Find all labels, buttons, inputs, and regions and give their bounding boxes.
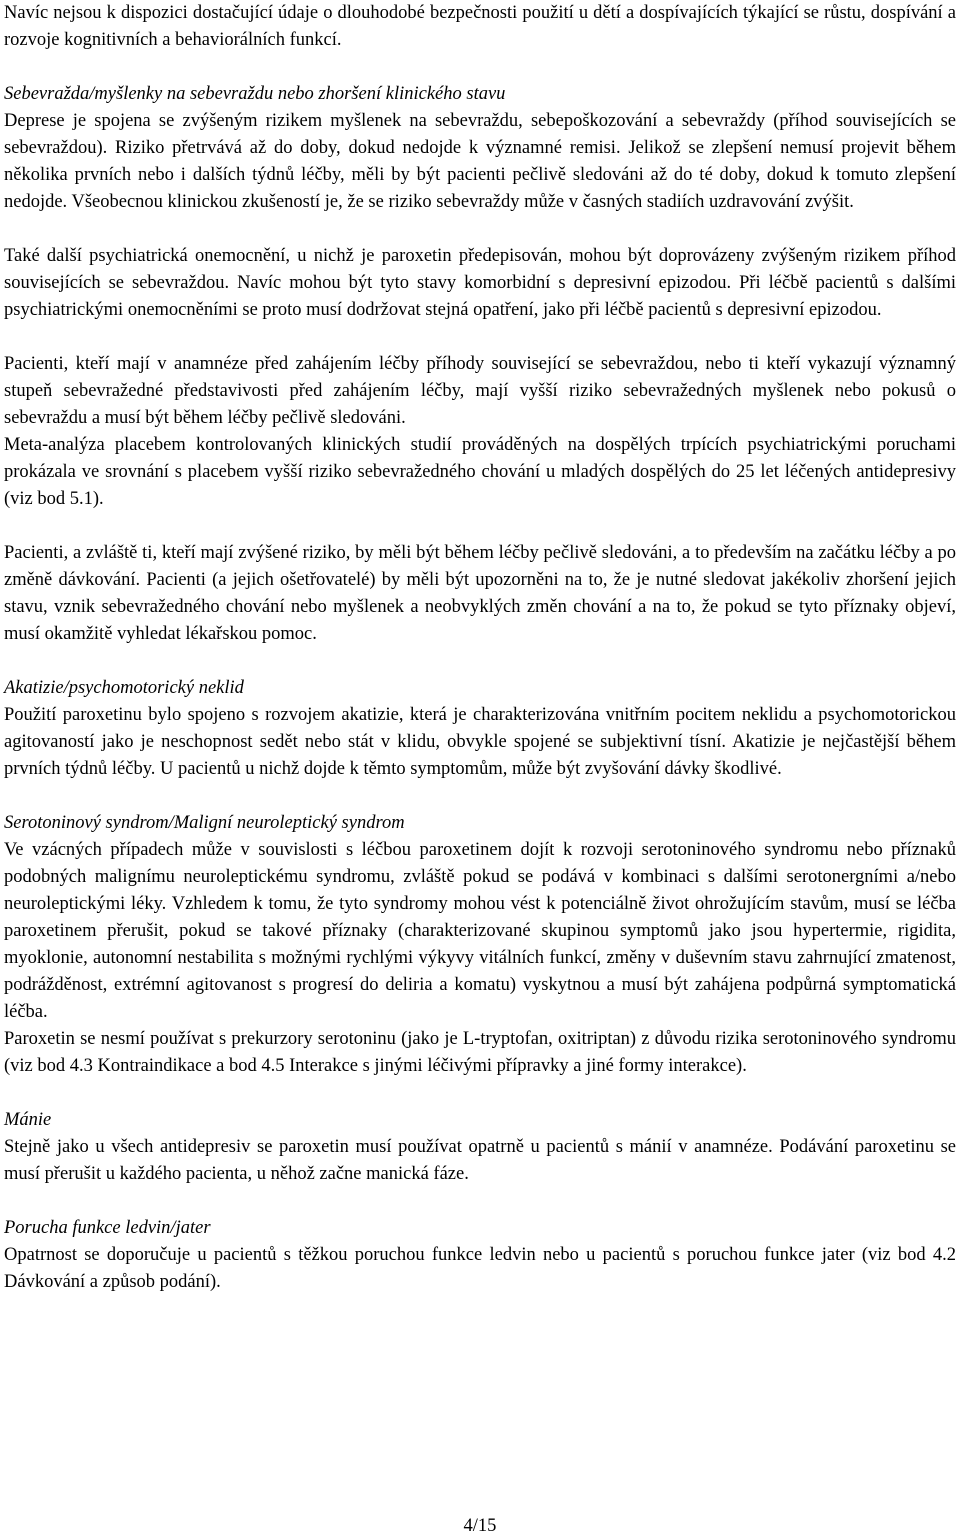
paragraph-block [4,540,956,648]
section-heading-renal-hepatic: Porucha funkce ledvin/jater [4,1218,211,1238]
paragraph: Také další psychiatrická onemocnění, u nichž je paroxetin předepisován, mohou být doprovázeny zvýšeným rizikem příhod souvisejících se sebevraždou. Navíc mohou být tyto stavy komorbidní s depresivní epizodou. Při léčbě pacientů s dalšími psychiatrickými onemocněními se proto musí dodržovat stejná opatření, jako při léčbě pacientů s depresivní epizodou. [4,246,956,320]
page-number: 4/15 [463,1516,497,1536]
paragraph: Použití paroxetinu bylo spojeno s rozvojem akatizie, která je charakterizována vnitřním pocitem neklidu a psychomotorickou agitovaností jako je neschopnost sedět nebo stát v klidu, obvykle spojené se subjektivní tísní. Akatizie je nejčastější během prvních týdnů léčby. U pacientů u nichž dojde k těmto symptomům, může být zvyšování dávky škodlivé. [4,705,956,779]
document-page [4,0,956,1296]
intro-block [4,0,956,54]
paragraph: Stejně jako u všech antidepresiv se paroxetin musí používat opatrně u pacientů s mánií v anamnéze. Podávání paroxetinu se musí přerušit u každého pacienta, u něhož začne manická fáze. [4,1137,956,1184]
section-heading-akathisia: Akatizie/psychomotorický neklid [4,678,244,698]
paragraph: Paroxetin se nesmí používat s prekurzory serotoninu (jako je L-tryptofan, oxitriptan) z důvodu rizika serotoninového syndromu (viz bod 4.3 Kontraindikace a bod 4.5 Interakce s jinými léčivými přípravky a jiné formy interakce). [4,1029,956,1076]
section-akathisia [4,675,956,783]
section-serotonin-syndrome [4,810,956,1080]
paragraph-block [4,351,956,513]
section-renal-hepatic [4,1215,956,1296]
paragraph: Ve vzácných případech může v souvislosti s léčbou paroxetinem dojít k rozvoji serotoninového syndromu nebo příznaků podobných malignímu neuroleptickému syndromu, zvláště pokud se podává v kombinaci s dalšími serotonergními a/nebo neuroleptickými léky. Vzhledem k tomu, že tyto syndromy mohou vést k potenciálně život ohrožujícím stavům, musí se léčba paroxetinem přerušit, pokud se takové příznaky (charakterizované skupinou symptomů jako jsou hypertermie, rigidita, myoklonie, autonomní nestabilita s možnými rychlými výkyvy vitálních funkcí, změny v duševním stavu zahrnující zmatenost, podrážděnost, extrémní agitovanost s progresí do deliria a komatu) vyskytnou a musí být zahájena podpůrná symptomatická léčba. [4,840,956,1022]
paragraph: Pacienti, a zvláště ti, kteří mají zvýšené riziko, by měli být během léčby pečlivě sledováni, a to především na začátku léčby a po změně dávkování. Pacienti (a jejich ošetřovatelé) by měli být upozorněni na to, že je nutné sledovat jakékoliv zhoršení jejich stavu, vznik sebevražedného chování nebo myšlenek a neobvyklých změn chování a na to, že pokud se tyto příznaky objeví, musí okamžitě vyhledat lékařskou pomoc. [4,543,956,644]
section-mania [4,1107,956,1188]
section-suicide-first-block [4,81,956,216]
paragraph: Opatrnost se doporučuje u pacientů s těžkou poruchou funkce ledvin nebo u pacientů s poruchou funkce jater (viz bod 4.2 Dávkování a způsob podání). [4,1245,956,1292]
paragraph: Deprese je spojena se zvýšeným rizikem myšlenek na sebevraždu, sebepoškozování a sebevraždy (příhod souvisejících se sebevraždou). Riziko přetrvává až do doby, dokud nedojde k významné remisi. Jelikož se zlepšení nemusí projevit během několika prvních nebo i dalších týdnů léčby, měli by být pacienti pečlivě sledováni až do té doby, dokud k tomuto zlepšení nedojde. Všeobecnou klinickou zkušeností je, že se riziko sebevraždy může v časných stadiích uzdravování zvýšit. [4,111,956,212]
section-heading-suicide: Sebevražda/myšlenky na sebevraždu nebo zhoršení klinického stavu [4,84,506,104]
paragraph: Pacienti, kteří mají v anamnéze před zahájením léčby příhody související se sebevraždou, nebo ti kteří vykazují významný stupeň sebevražedné představivosti před zahájením léčby, mají vyšší riziko sebevražedných myšlenek nebo pokusů o sebevraždu a musí být během léčby pečlivě sledováni. [4,354,956,428]
intro-paragraph: Navíc nejsou k dispozici dostačující údaje o dlouhodobé bezpečnosti použití u dětí a dospívajících týkající se růstu, dospívání a rozvoje kognitivních a behaviorálních funkcí. [4,3,956,50]
section-heading-mania: Mánie [4,1110,52,1130]
paragraph-block [4,243,956,324]
paragraph: Meta-analýza placebem kontrolovaných klinických studií prováděných na dospělých trpících psychiatrickými poruchami prokázala ve srovnání s placebem vyšší riziko sebevražedného chování u mladých dospělých do 25 let léčených antidepresivy (viz bod 5.1). [4,435,956,509]
section-heading-serotonin-syndrome: Serotoninový syndrom/Maligní neuroleptický syndrom [4,813,405,833]
